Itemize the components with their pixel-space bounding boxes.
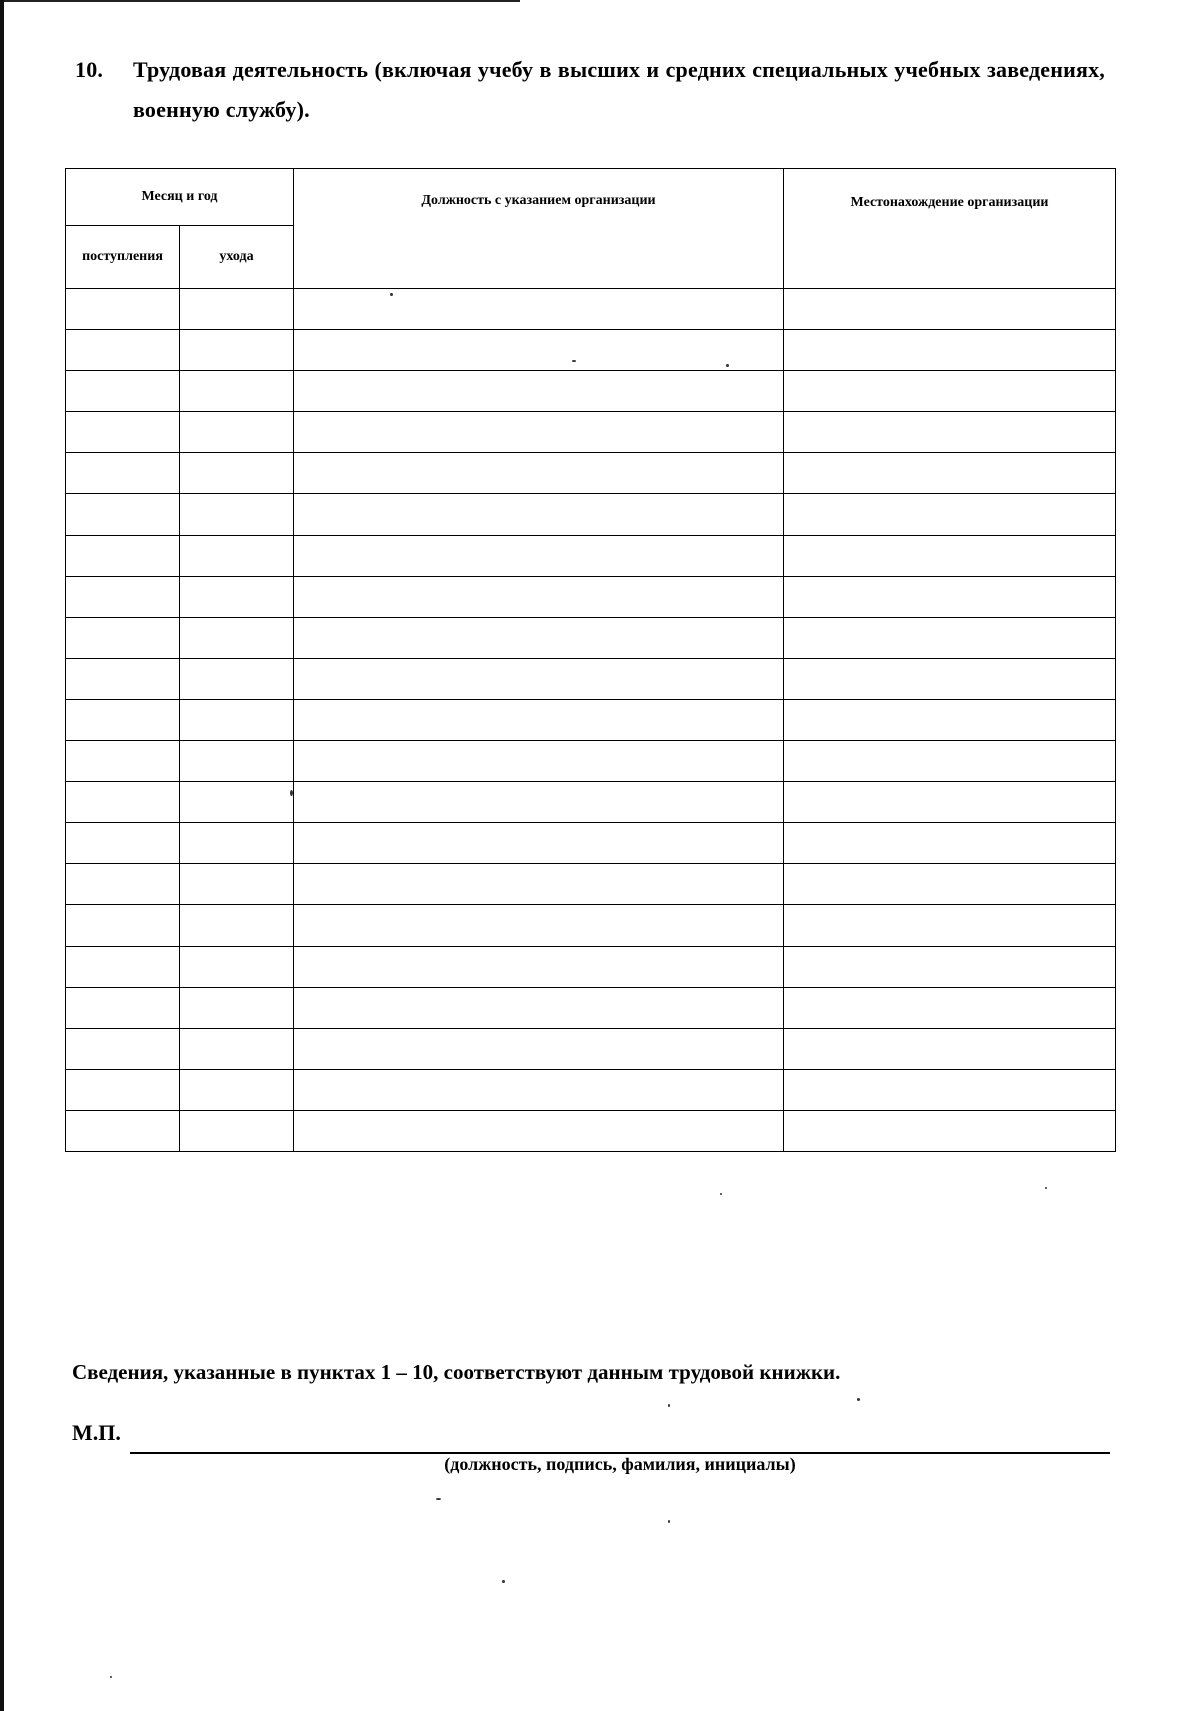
signature-caption: (должность, подпись, фамилия, инициалы) [444,1454,796,1474]
scan-speck [720,1193,722,1195]
table-row [66,576,1116,617]
admission-cell [66,1110,180,1151]
table-row [66,453,1116,494]
admission-cell [66,289,180,330]
scan-speck [857,1398,860,1401]
location-cell [784,987,1116,1028]
departure-cell [180,453,294,494]
scan-artifact-left-edge [0,0,4,1711]
admission-cell [66,576,180,617]
table-row [66,1069,1116,1110]
departure-cell [180,576,294,617]
stamp-label: М.П. [72,1420,121,1445]
location-cell [784,823,1116,864]
position-cell [294,1110,784,1151]
position-cell [294,617,784,658]
location-cell [784,535,1116,576]
table-row [66,330,1116,371]
table-row [66,946,1116,987]
location-cell [784,699,1116,740]
table-row [66,1110,1116,1151]
scan-speck [668,1520,670,1523]
departure-cell [180,1110,294,1151]
position-cell [294,535,784,576]
table-row [66,823,1116,864]
admission-cell [66,535,180,576]
table-row [66,494,1116,535]
position-cell [294,453,784,494]
position-cell [294,699,784,740]
position-cell [294,658,784,699]
departure-cell [180,494,294,535]
departure-cell [180,330,294,371]
position-cell [294,782,784,823]
departure-cell [180,864,294,905]
departure-cell [180,289,294,330]
admission-cell [66,1069,180,1110]
table-row [66,371,1116,412]
position-cell [294,823,784,864]
position-cell [294,330,784,371]
departure-cell [180,946,294,987]
table-row [66,289,1116,330]
departure-cell [180,1069,294,1110]
position-cell [294,905,784,946]
position-cell [294,371,784,412]
admission-cell [66,823,180,864]
table-row [66,699,1116,740]
month-year-header: Месяц и год [66,169,294,226]
admission-cell [66,330,180,371]
scan-speck [668,1404,670,1407]
departure-cell [180,699,294,740]
position-cell [294,289,784,330]
location-cell [784,864,1116,905]
departure-cell [180,987,294,1028]
organization-location-header: Местонахождение организации [784,169,1116,289]
position-organization-header: Должность с указанием организации [294,169,784,289]
location-cell [784,330,1116,371]
position-cell [294,1069,784,1110]
departure-cell [180,905,294,946]
admission-cell [66,905,180,946]
departure-cell [180,1028,294,1069]
section-title: Трудовая деятельность (включая учебу в высших и средних специальных учебных заведениях, военную службу). [133,57,1105,122]
location-cell [784,1110,1116,1151]
location-cell [784,412,1116,453]
location-cell [784,617,1116,658]
departure-header: ухода [180,226,294,289]
position-cell [294,987,784,1028]
position-cell [294,494,784,535]
location-cell [784,494,1116,535]
admission-cell [66,987,180,1028]
scan-speck [110,1676,112,1678]
admission-cell [66,699,180,740]
position-cell [294,946,784,987]
departure-cell [180,658,294,699]
admission-cell [66,412,180,453]
departure-cell [180,371,294,412]
admission-cell [66,371,180,412]
scan-artifact-top-line [0,0,520,2]
location-cell [784,658,1116,699]
location-cell [784,1028,1116,1069]
table-row [66,905,1116,946]
scan-speck [502,1580,505,1583]
admission-cell [66,658,180,699]
admission-cell [66,617,180,658]
location-cell [784,741,1116,782]
admission-cell [66,453,180,494]
table-row [66,412,1116,453]
table-row [66,1028,1116,1069]
scan-speck [436,1498,441,1500]
admission-cell [66,1028,180,1069]
departure-cell [180,823,294,864]
admission-cell [66,864,180,905]
scan-speck [1045,1187,1047,1189]
location-cell [784,453,1116,494]
admission-cell [66,782,180,823]
table-row [66,741,1116,782]
admission-cell [66,946,180,987]
location-cell [784,289,1116,330]
table-row [66,782,1116,823]
departure-cell [180,741,294,782]
admission-header: поступления [66,226,180,289]
section-number: 10. [75,57,104,82]
position-cell [294,576,784,617]
departure-cell [180,617,294,658]
location-cell [784,905,1116,946]
location-cell [784,371,1116,412]
departure-cell [180,782,294,823]
employment-history-table [65,168,1116,1152]
certification-statement: Сведения, указанные в пунктах 1 – 10, соответствуют данным трудовой книжки. [72,1360,841,1384]
location-cell [784,576,1116,617]
position-cell [294,741,784,782]
position-cell [294,412,784,453]
position-cell [294,1028,784,1069]
table-row [66,864,1116,905]
location-cell [784,1069,1116,1110]
location-cell [784,946,1116,987]
departure-cell [180,535,294,576]
admission-cell [66,494,180,535]
table-row [66,617,1116,658]
departure-cell [180,412,294,453]
table-row [66,535,1116,576]
location-cell [784,782,1116,823]
admission-cell [66,741,180,782]
table-row [66,987,1116,1028]
position-cell [294,864,784,905]
table-row [66,658,1116,699]
